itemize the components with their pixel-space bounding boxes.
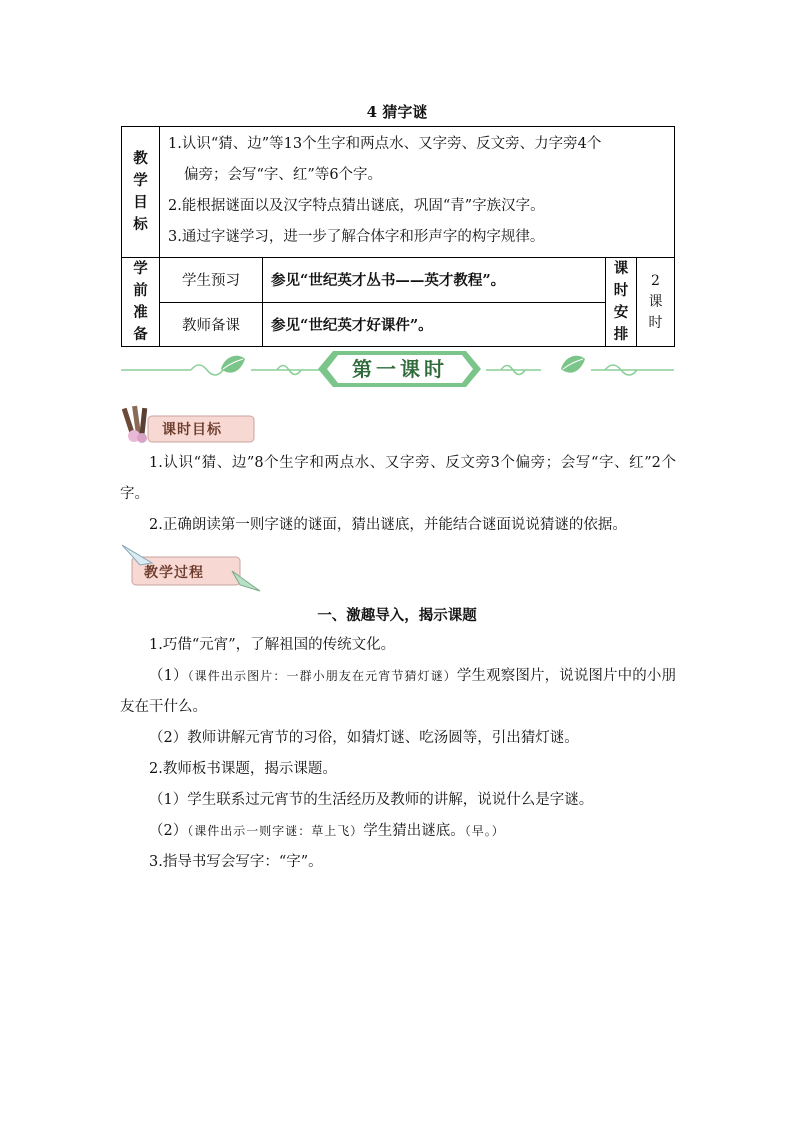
step-item: （1）（课件出示图片：一群小朋友在元宵节猜灯谜）学生观察图片，说说图片中的小朋友在干什么。 (120, 668, 676, 715)
student-prep-label: 学生预习 (160, 258, 263, 303)
process-sticker (122, 541, 262, 595)
goal-line: 偏旁；会写“字、红”等6个字。 (184, 167, 383, 183)
student-prep-value: 参见“世纪英才丛书——英才教程”。 (263, 258, 606, 303)
lesson-plan-table (121, 126, 675, 347)
schedule-label: 课 时 安 排 (606, 258, 637, 347)
goal-line: 3.通过字谜学习，进一步了解合体字和形声字的构字规律。 (168, 229, 545, 245)
leaf-icon (561, 356, 585, 373)
teacher-prep-value: 参见“世纪英才好课件”。 (263, 302, 606, 347)
lesson-goals-sticker (122, 404, 258, 444)
teaching-goals-label: 教 学 目 标 (122, 127, 160, 258)
teaching-steps (120, 630, 676, 878)
section-heading: 一、激趣导入，揭示课题 (317, 607, 477, 624)
goal-line: 2.能根据谜面以及汉字特点猜出谜底，巩固“青”字族汉字。 (168, 198, 545, 214)
brush-icon (122, 406, 147, 443)
lesson-goals-label: 课时目标 (162, 422, 222, 438)
left-vine-ornament (121, 365, 321, 375)
lesson-goal-item: 1.认识“猜、边”8个生字和两点水、又字旁、反文旁3个偏旁；会写“字、红”2个字。 (120, 455, 676, 502)
step-item: （1）学生联系过元宵节的生活经历及教师的讲解，说说什么是字谜。 (149, 792, 594, 808)
step-item: 2.教师板书课题，揭示课题。 (149, 761, 337, 777)
schedule-value: 2 课 时 (637, 258, 675, 347)
process-label: 教学过程 (144, 565, 204, 581)
page-title: 4 猜字谜 (366, 103, 428, 121)
step-item: 3.指导书写会写字：“字”。 (149, 854, 323, 870)
teacher-prep-label: 教师备课 (160, 302, 263, 347)
teaching-goals (160, 127, 675, 258)
step-item: （2）（课件出示一则字谜：草上飞）学生猜出谜底。（早。） (149, 823, 505, 839)
lesson-goals (120, 448, 676, 541)
prep-label: 学 前 准 备 (122, 258, 160, 347)
lesson-goal-item: 2.正确朗读第一则字谜的谜面，猜出谜底，并能结合谜面说说猜谜的依据。 (149, 517, 627, 533)
goal-line: 1.认识“猜、边”等13个生字和两点水、又字旁、反文旁、力字旁4个 (168, 136, 602, 152)
banner-title: 第一课时 (352, 357, 448, 381)
lesson-banner (121, 345, 674, 393)
step-item: 1.巧借“元宵”，了解祖国的传统文化。 (149, 637, 396, 653)
step-item: （2）教师讲解元宵节的习俗，如猜灯谜、吃汤圆等，引出猜灯谜。 (149, 730, 579, 746)
leaf-icon (221, 356, 245, 373)
